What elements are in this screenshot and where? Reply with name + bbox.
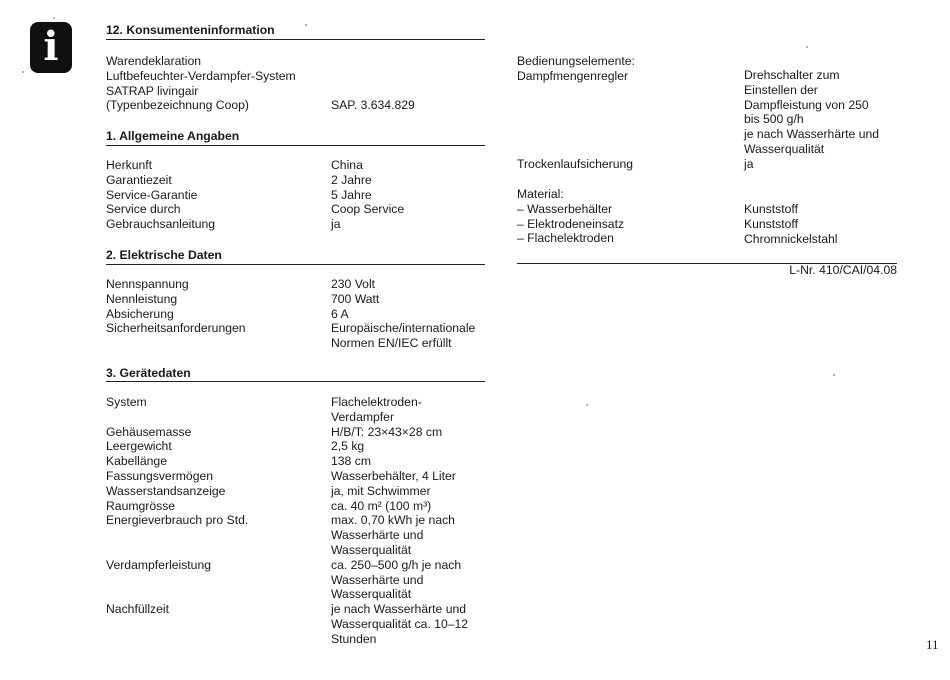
bedienung-block [517, 54, 635, 84]
decl-line: Luftbefeuchter-Verdampfer-System [106, 68, 296, 83]
scan-speck [806, 46, 808, 48]
dampf-value-line: Einstellen der [744, 82, 818, 97]
decl-line: SATRAP livingair [106, 83, 199, 98]
row-label: System [106, 395, 147, 409]
row-value: ca. 250–500 g/h je nach [331, 557, 462, 572]
scan-speck [305, 24, 307, 26]
row-label: Service durch [106, 202, 181, 217]
row-label: Service-Garantie [106, 187, 198, 202]
section-2-labels [106, 277, 246, 336]
row-label: Energieverbrauch pro Std. [106, 513, 249, 528]
trocken-label: Trockenlaufsicherung [517, 157, 634, 171]
decl-line: Warendeklaration [106, 54, 202, 68]
row-label: Nennleistung [106, 291, 178, 306]
row-label: Wasserstandsanzeige [106, 483, 226, 498]
dampf-value-line: Wasserqualität [744, 141, 825, 156]
row-value: 700 Watt [331, 291, 380, 306]
material-value: Chromnickelstahl [744, 231, 838, 246]
row-label: Verdampferleistung [106, 557, 212, 572]
section-1-heading: 1. Allgemeine Angaben [106, 129, 240, 143]
section-3-rule [106, 381, 485, 382]
row-label: Nachfüllzeit [106, 602, 169, 617]
row-label: Leergewicht [106, 439, 172, 454]
dampf-value-line: je nach Wasserhärte und [744, 127, 880, 142]
row-value: 230 Volt [331, 277, 376, 291]
row-label: Garantiezeit [106, 172, 172, 187]
section-1-rule [106, 145, 485, 146]
scan-speck [53, 17, 55, 19]
row-label: Sicherheitsanforderungen [106, 321, 246, 336]
scan-speck [22, 71, 24, 73]
row-value: China [331, 158, 363, 172]
material-label: – Wasserbehälter [517, 201, 613, 216]
row-value: Wasserqualität [331, 587, 412, 602]
dampf-value-line: bis 500 g/h [744, 112, 804, 127]
row-label: Herkunft [106, 158, 153, 172]
row-label: Raumgrösse [106, 498, 176, 513]
info-icon [30, 22, 72, 73]
section-2-rule [106, 264, 485, 265]
material-values [744, 202, 837, 246]
info-icon-glyph: i [43, 23, 59, 70]
row-value: max. 0,70 kWh je nach [331, 513, 455, 528]
decl-line: (Typenbezeichnung Coop) [106, 98, 249, 113]
row-value: ca. 40 m² (100 m³) [331, 498, 432, 513]
section-2-values [331, 277, 475, 351]
row-value: Wasserhärte und [331, 528, 424, 543]
scan-speck [833, 374, 835, 376]
row-value: 5 Jahre [331, 187, 372, 202]
row-label: Gehäusemasse [106, 424, 192, 439]
section-1-values [331, 158, 404, 232]
section-3-labels [106, 395, 248, 617]
material-labels [517, 187, 624, 246]
row-value: Flachelektroden- [331, 395, 422, 409]
row-value: ja [331, 217, 341, 232]
row-value: Wasserqualität [331, 542, 412, 557]
row-value: 138 cm [331, 454, 371, 469]
trocken-value: ja [744, 156, 754, 171]
section-2-heading: 2. Elektrische Daten [106, 248, 222, 262]
material-value: Kunststoff [744, 216, 798, 231]
dampf-label: Dampfmengenregler [517, 68, 629, 83]
row-value: je nach Wasserhärte und [331, 602, 467, 617]
row-value: 2 Jahre [331, 172, 372, 187]
material-label: – Elektrodeneinsatz [517, 216, 625, 231]
row-value: Wasserbehälter, 4 Liter [331, 468, 456, 483]
row-value: 6 A [331, 306, 349, 321]
section-12-lines [106, 54, 296, 113]
row-value: Stunden [331, 631, 377, 646]
lnr-code: L-Nr. 410/CAI/04.08 [789, 263, 897, 277]
material-label: – Flachelektroden [517, 231, 614, 246]
row-value: H/B/T: 23×43×28 cm [331, 424, 443, 439]
section-1-labels [106, 158, 215, 232]
row-label: Absicherung [106, 306, 174, 321]
material-value: Kunststoff [744, 202, 798, 216]
section-12-heading: 12. Konsumenteninformation [106, 23, 275, 37]
dampf-value-line: Drehschalter zum [744, 68, 840, 82]
sap-number: SAP. 3.634.829 [331, 98, 415, 112]
page-number: 11 [926, 637, 939, 652]
row-label: Fassungsvermögen [106, 468, 214, 483]
row-value: Normen EN/IEC erfüllt [331, 336, 452, 351]
dampf-value-line: Dampfleistung von 250 [744, 97, 869, 112]
row-value: Wasserhärte und [331, 572, 424, 587]
row-value: Wasserqualität ca. 10–12 [331, 616, 469, 631]
row-value: Coop Service [331, 202, 405, 217]
row-value: Verdampfer [331, 409, 395, 424]
row-label: Gebrauchsanleitung [106, 217, 216, 232]
row-label: Kabellänge [106, 454, 167, 469]
row-value: Europäische/internationale [331, 321, 476, 336]
bedienung-heading: Bedienungselemente: [517, 54, 635, 68]
section-3-heading: 3. Gerätedaten [106, 366, 191, 380]
dampf-values [744, 68, 879, 172]
section-12-rule [106, 39, 485, 40]
section-3-values [331, 395, 468, 647]
scan-speck [586, 404, 588, 406]
row-label: Nennspannung [106, 277, 189, 291]
row-value: 2,5 kg [331, 439, 365, 454]
row-value: ja, mit Schwimmer [331, 483, 431, 498]
material-heading: Material: [517, 187, 564, 201]
